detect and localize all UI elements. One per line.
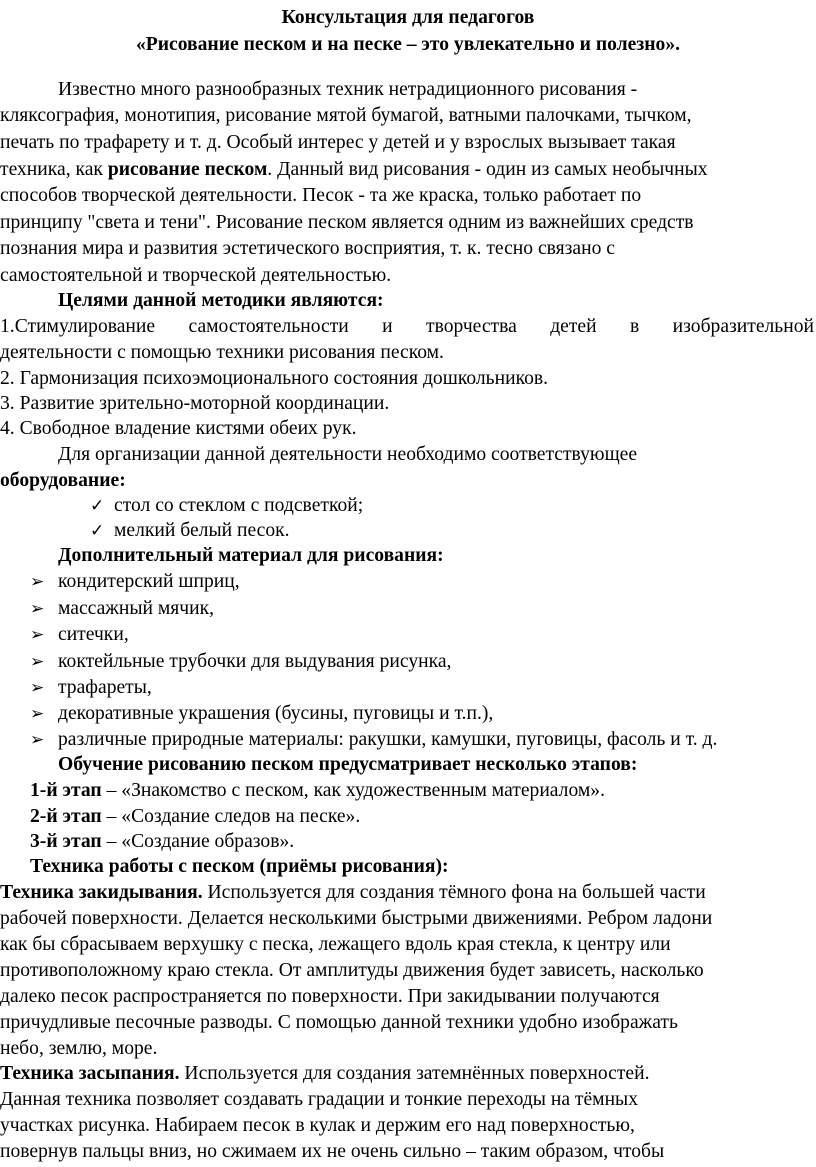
additional-item: различные природные материалы: ракушки, камушки, пуговицы, фасоль и т. д. [58,729,718,750]
technique-text: Используется для создания тёмного фона на большей части [202,882,706,903]
stage-text: – «Знакомство с песком, как художественным материалом». [101,780,605,801]
intro-line: способов творческой деятельности. Песок - та же краска, только работает по [0,185,642,206]
arrow-bullet-icon: ➢ [30,572,45,592]
check-icon: ✓ [90,521,105,541]
stages-heading: Обучение рисованию песком предусматривает несколько этапов: [58,754,638,775]
intro-line [0,157,708,183]
stage-item [30,778,605,804]
arrow-bullet-icon: ➢ [30,599,45,619]
additional-item: кондитерский шприц, [58,571,240,592]
goal-item: 3. Развитие зрительно-моторной координации. [0,393,390,414]
technique-heading: Техника работы с песком (приёмы рисования): [30,856,449,877]
stage-item [30,829,294,855]
additional-item: массажный мячик, [58,598,215,619]
technique-line: Данная техника позволяет создавать градации и тонкие переходы на тёмных [0,1089,639,1110]
intro-line: кляксография, монотипия, рисование мятой бумагой, ватными палочками, тычком, [0,105,692,126]
stage-item [30,804,360,830]
arrow-bullet-icon: ➢ [30,730,45,750]
technique-label: Техника засыпания. [0,1063,180,1084]
equipment-label: оборудование: [0,470,126,491]
additional-item: декоративные украшения (бусины, пуговицы и т.п.), [58,703,494,724]
technique-line: участках рисунка. Набираем песок в кулак и держим его над поверхностью, [0,1115,635,1136]
intro-bold-term: рисование песком [107,159,268,180]
intro-text: . Данный вид рисования - один из самых необычных [267,159,708,180]
stage-label: 2-й этап [30,806,102,827]
intro-line: Известно много разнообразных техник нетрадиционного рисования - [58,79,638,100]
goal-item: 1.Стимулирование самостоятельности и творчества детей в изобразительной [0,316,814,337]
goal-item: 4. Свободное владение кистями обеих рук. [0,418,357,439]
stage-text: – «Создание образов». [101,831,295,852]
goal-item-cont: деятельности с помощью техники рисования песком. [0,342,444,363]
stage-label: 1-й этап [30,780,102,801]
arrow-bullet-icon: ➢ [30,678,45,698]
equipment-item: стол со стеклом с подсветкой; [114,495,364,516]
arrow-bullet-icon: ➢ [30,652,45,672]
title-line-2: «Рисование песком и на песке – это увлекательно и полезно». [135,34,681,55]
technique-line [0,1061,650,1087]
technique-line: рабочей поверхности. Делается несколькими быстрыми движениями. Ребром ладони [0,908,713,929]
technique-line: далеко песок распространяется по поверхности. При закидывании получаются [0,986,660,1007]
intro-line: самостоятельной и творческой деятельностью. [0,265,392,286]
additional-item: коктейльные трубочки для выдувания рисунка, [58,651,452,672]
stage-label: 3-й этап [30,831,102,852]
technique-label: Техника закидывания. [0,882,203,903]
intro-line: принципу "света и тени". Рисование песком является одним из важнейших средств [0,212,694,233]
arrow-bullet-icon: ➢ [30,625,45,645]
technique-text: Используется для создания затемнённых поверхностей. [179,1063,650,1084]
additional-heading: Дополнительный материал для рисования: [58,545,444,566]
arrow-bullet-icon: ➢ [30,704,45,724]
technique-line: противоположному краю стекла. От амплитуды движения будет зависеть, насколько [0,960,704,981]
additional-item: ситечки, [58,624,129,645]
intro-line: познания мира и развития эстетического восприятия, т. к. тесно связано с [0,238,615,259]
stage-text: – «Создание следов на песке». [101,806,361,827]
intro-line: печать по трафарету и т. д. Особый интерес у детей и у взрослых вызывает такая [0,132,676,153]
title-line-1: Консультация для педагогов [281,7,535,28]
technique-line: как бы сбрасываем верхушку с песка, лежащего вдоль края стекла, к центру или [0,934,671,955]
goal-item: 2. Гармонизация психоэмоционального состояния дошкольников. [0,368,549,389]
additional-item: трафареты, [58,677,152,698]
technique-line: небо, землю, море. [0,1038,158,1059]
technique-line: причудливые песочные разводы. С помощью данной техники удобно изображать [0,1012,678,1033]
intro-text: техника, как [0,159,108,180]
equipment-text: Для организации данной деятельности необходимо соответствующее [58,444,638,465]
technique-line: повернув пальцы вниз, но сжимаем их не очень сильно – таким образом, чтобы [0,1141,665,1162]
check-icon: ✓ [90,496,105,516]
technique-line [0,880,706,906]
goals-heading: Целями данной методики являются: [58,290,384,311]
equipment-item: мелкий белый песок. [114,520,290,541]
